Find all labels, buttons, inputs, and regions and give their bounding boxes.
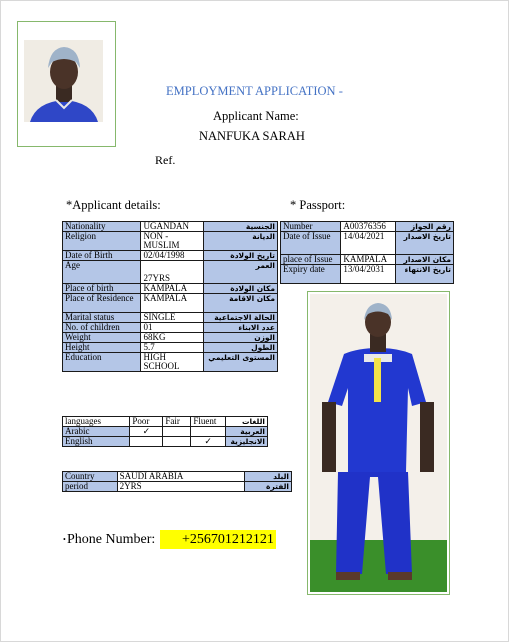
field-value: 5.7: [141, 343, 203, 353]
language-name-arabic: الانجليزية: [225, 437, 267, 447]
field-label: Weight: [63, 333, 141, 343]
field-value: SINGLE: [141, 313, 203, 323]
field-value: 14/04/2021: [341, 232, 395, 255]
table-row: [63, 343, 278, 353]
field-label-arabic: البلد: [245, 472, 292, 482]
passport-table: [280, 221, 454, 284]
language-name: English: [63, 437, 130, 447]
field-label: Height: [63, 343, 141, 353]
field-value: SAUDI ARABIA: [117, 472, 245, 482]
field-label-arabic: الوزن: [203, 333, 277, 343]
table-row: [63, 333, 278, 343]
field-value: 02/04/1998: [141, 251, 203, 261]
table-row: [63, 251, 278, 261]
field-value: 13/04/2031: [341, 265, 395, 284]
level-fluent: ✓: [191, 437, 226, 447]
phone-number-label: Phone Number:: [67, 532, 156, 547]
column-header: Fair: [163, 417, 191, 427]
field-value: UGANDAN: [141, 222, 203, 232]
applicant-portrait-photo: [17, 21, 116, 147]
phone-number-value: +256701212121: [160, 530, 276, 549]
field-label: period: [63, 482, 118, 492]
field-value: HIGH SCHOOL: [141, 353, 203, 372]
table-row: [281, 265, 454, 284]
table-row: [281, 232, 454, 255]
level-fluent: [191, 427, 226, 437]
column-header: Fluent: [191, 417, 226, 427]
field-label-arabic: الجنسية: [203, 222, 277, 232]
field-label: No. of children: [63, 323, 141, 333]
level-poor: [130, 437, 163, 447]
field-value: KAMPALA: [141, 284, 203, 294]
table-row: [63, 261, 278, 284]
table-header-row: [63, 417, 268, 427]
phone-bullet: •: [63, 535, 66, 544]
field-label: Education: [63, 353, 141, 372]
form-title: EMPLOYMENT APPLICATION -: [166, 84, 343, 98]
column-header: languages: [63, 417, 130, 427]
language-name: Arabic: [63, 427, 130, 437]
applicant-full-body-photo: [307, 291, 450, 595]
field-label: Place of Residence: [63, 294, 141, 313]
table-row: [63, 294, 278, 313]
field-label-arabic: الطول: [203, 343, 277, 353]
applicant-name: NANFUKA SARAH: [199, 129, 305, 143]
field-label: Religion: [63, 232, 141, 251]
field-label: Age: [63, 261, 141, 284]
field-label: Place of birth: [63, 284, 141, 294]
table-row: [63, 472, 292, 482]
field-label-arabic: مكان الاصدار: [395, 255, 453, 265]
level-poor: ✓: [130, 427, 163, 437]
column-header: Poor: [130, 417, 163, 427]
applicant-details-heading: *Applicant details:: [66, 198, 161, 212]
passport-heading: * Passport:: [290, 198, 346, 212]
field-value: KAMPALA: [341, 255, 395, 265]
field-label-arabic: الفترة: [245, 482, 292, 492]
field-label: Nationality: [63, 222, 141, 232]
field-value: 2YRS: [117, 482, 245, 492]
experience-table: [62, 471, 292, 492]
field-label-arabic: الديانة: [203, 232, 277, 251]
field-label: Expiry date: [281, 265, 341, 284]
field-label-arabic: تاريخ الانتهاء: [395, 265, 453, 284]
language-name-arabic: العربية: [225, 427, 267, 437]
table-row: [63, 437, 268, 447]
field-label: Date of Birth: [63, 251, 141, 261]
table-row: [63, 222, 278, 232]
field-value: KAMPALA: [141, 294, 203, 313]
table-row: [63, 284, 278, 294]
field-label: Country: [63, 472, 118, 482]
field-label-arabic: الحالة الاجتماعية: [203, 313, 277, 323]
field-label-arabic: تاريخ الاصدار: [395, 232, 453, 255]
field-value: NON - MUSLIM: [141, 232, 203, 251]
level-fair: [163, 427, 191, 437]
field-label-arabic: مكان الاقامة: [203, 294, 277, 313]
column-header-arabic: اللغات: [225, 417, 267, 427]
portrait-image: [18, 22, 115, 146]
table-row: [281, 255, 454, 265]
table-row: [63, 353, 278, 372]
field-label: Date of Issue: [281, 232, 341, 255]
applicant-details-table: [62, 221, 278, 372]
field-value: A00376356: [341, 222, 395, 232]
level-fair: [163, 437, 191, 447]
applicant-name-label: Applicant Name:: [213, 109, 299, 123]
field-label: place of Issue: [281, 255, 341, 265]
table-row: [63, 427, 268, 437]
table-row: [63, 323, 278, 333]
full-body-image: [308, 292, 449, 594]
table-row: [63, 232, 278, 251]
field-label-arabic: عدد الابناء: [203, 323, 277, 333]
languages-table: [62, 416, 268, 447]
field-label: Number: [281, 222, 341, 232]
field-label-arabic: المستوى التعليمي: [203, 353, 277, 372]
field-value: 01: [141, 323, 203, 333]
field-label-arabic: رقم الجواز: [395, 222, 453, 232]
field-value: 27YRS: [141, 261, 203, 284]
field-value: 68KG: [141, 333, 203, 343]
table-row: [63, 482, 292, 492]
field-label: Marital status: [63, 313, 141, 323]
field-label-arabic: تاريخ الولادة: [203, 251, 277, 261]
table-row: [63, 313, 278, 323]
field-label-arabic: مكان الولادة: [203, 284, 277, 294]
ref-label: Ref.: [155, 153, 176, 167]
table-row: [281, 222, 454, 232]
field-label-arabic: العمر: [203, 261, 277, 284]
